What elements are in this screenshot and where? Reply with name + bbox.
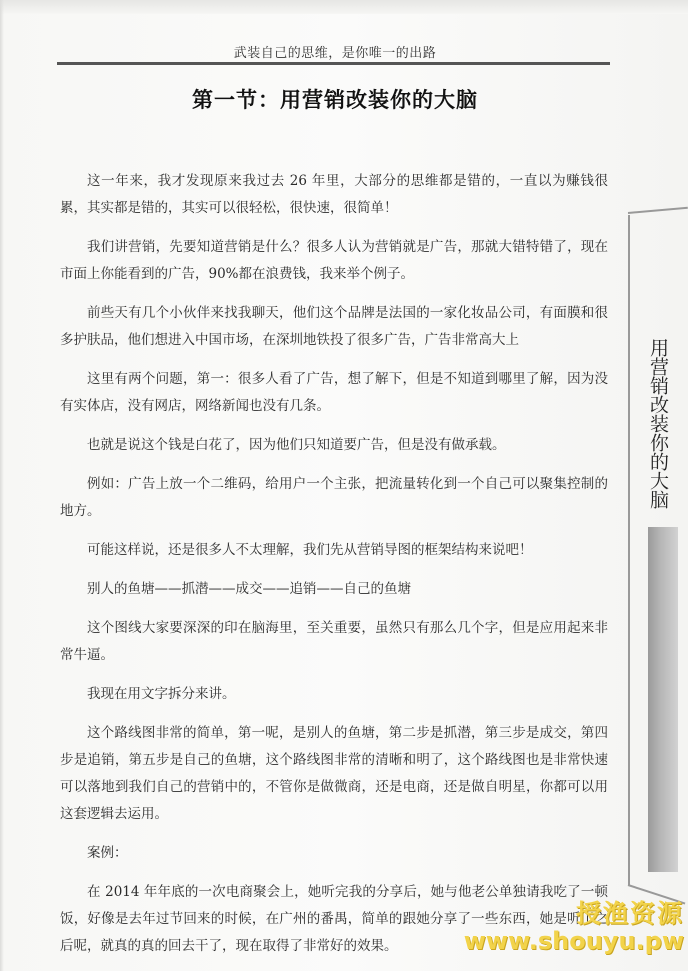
paragraph: 可能这样说，还是很多人不太理解，我们先从营销导图的框架结构来说吧！ [87, 542, 533, 558]
paragraph: 也就是说这个钱是白花了，因为他们只知道要广告，但是没有做承载。 [87, 437, 506, 453]
paragraph: 别人的鱼塘——抓潜——成交——追销——自己的鱼塘 [87, 581, 411, 597]
paragraph: 案例： [87, 845, 128, 861]
paragraph: 我们讲营销，先要知道营销是什么？很多人认为营销就是广告，那就大错特错了，现在市面上你能看到的广告，90%都在浪费钱，我来举个例子。 [60, 239, 608, 282]
paragraph: 这个图线大家要深深的印在脑海里，至关重要，虽然只有那么几个字，但是应用起来非常牛逼。 [60, 620, 608, 663]
paragraph: 这里有两个问题，第一：很多人看了广告，想了解下，但是不知道到哪里了解，因为没有实体店，没有网店，网络新闻也没有几条。 [60, 371, 608, 414]
side-tab-bar [648, 527, 678, 872]
paragraph: 这个路线图非常的简单，第一呢，是别人的鱼塘，第二步是抓潜，第三步是成交，第四步是追销，第五步是自己的鱼塘，这个路线图非常的清晰和明了，这个路线图也是非常快速可以落地到我们自己的营销中的，不管你是做微商，还是电商，还是做自明星，你都可以用这套逻辑去运用。 [60, 725, 608, 822]
running-header: 武装自己的思维，是你唯一的出路 [233, 46, 437, 61]
header-divider [57, 62, 610, 65]
chapter-side-tab: 用营销改装你的大脑 [647, 338, 669, 509]
watermark-cn: 授渔资源 [575, 899, 684, 928]
paragraph: 这一年来，我才发现原来我过去 26 年里，大部分的思维都是错的，一直以为赚钱很累，其实都是错的，其实可以很轻松，很快速，很简单！ [60, 173, 608, 216]
paragraph: 我现在用文字拆分来讲。 [87, 686, 236, 702]
paragraph: 在 2014 年年底的一次电商聚会上，她听完我的分享后，她与他老公单独请我吃了一顿饭，好像是去年过节回来的时候，在广州的番禺，简单的跟她分享了一些东西，她是听了之后呢，就真的真的回去干了，现在取得了非常好的效果。 [60, 884, 608, 954]
paragraph: 前些天有几个小伙伴来找我聊天，他们这个品牌是法国的一家化妆品公司，有面膜和很多护肤品，他们想进入中国市场，在深圳地铁投了很多广告，广告非常高大上 [60, 305, 608, 348]
paragraph: 例如：广告上放一个二维码，给用户一个主张，把流量转化到一个自己可以聚集控制的地方。 [60, 476, 608, 519]
section-title: 第一节：用营销改装你的大脑 [192, 88, 478, 112]
watermark-url: www.shouyu.pw [463, 926, 684, 955]
side-rule-top [628, 207, 688, 214]
watermark [464, 900, 684, 954]
page-top-edge [0, 0, 688, 14]
body-text [60, 168, 608, 971]
side-rule [628, 215, 630, 885]
page-left-edge [0, 0, 4, 971]
